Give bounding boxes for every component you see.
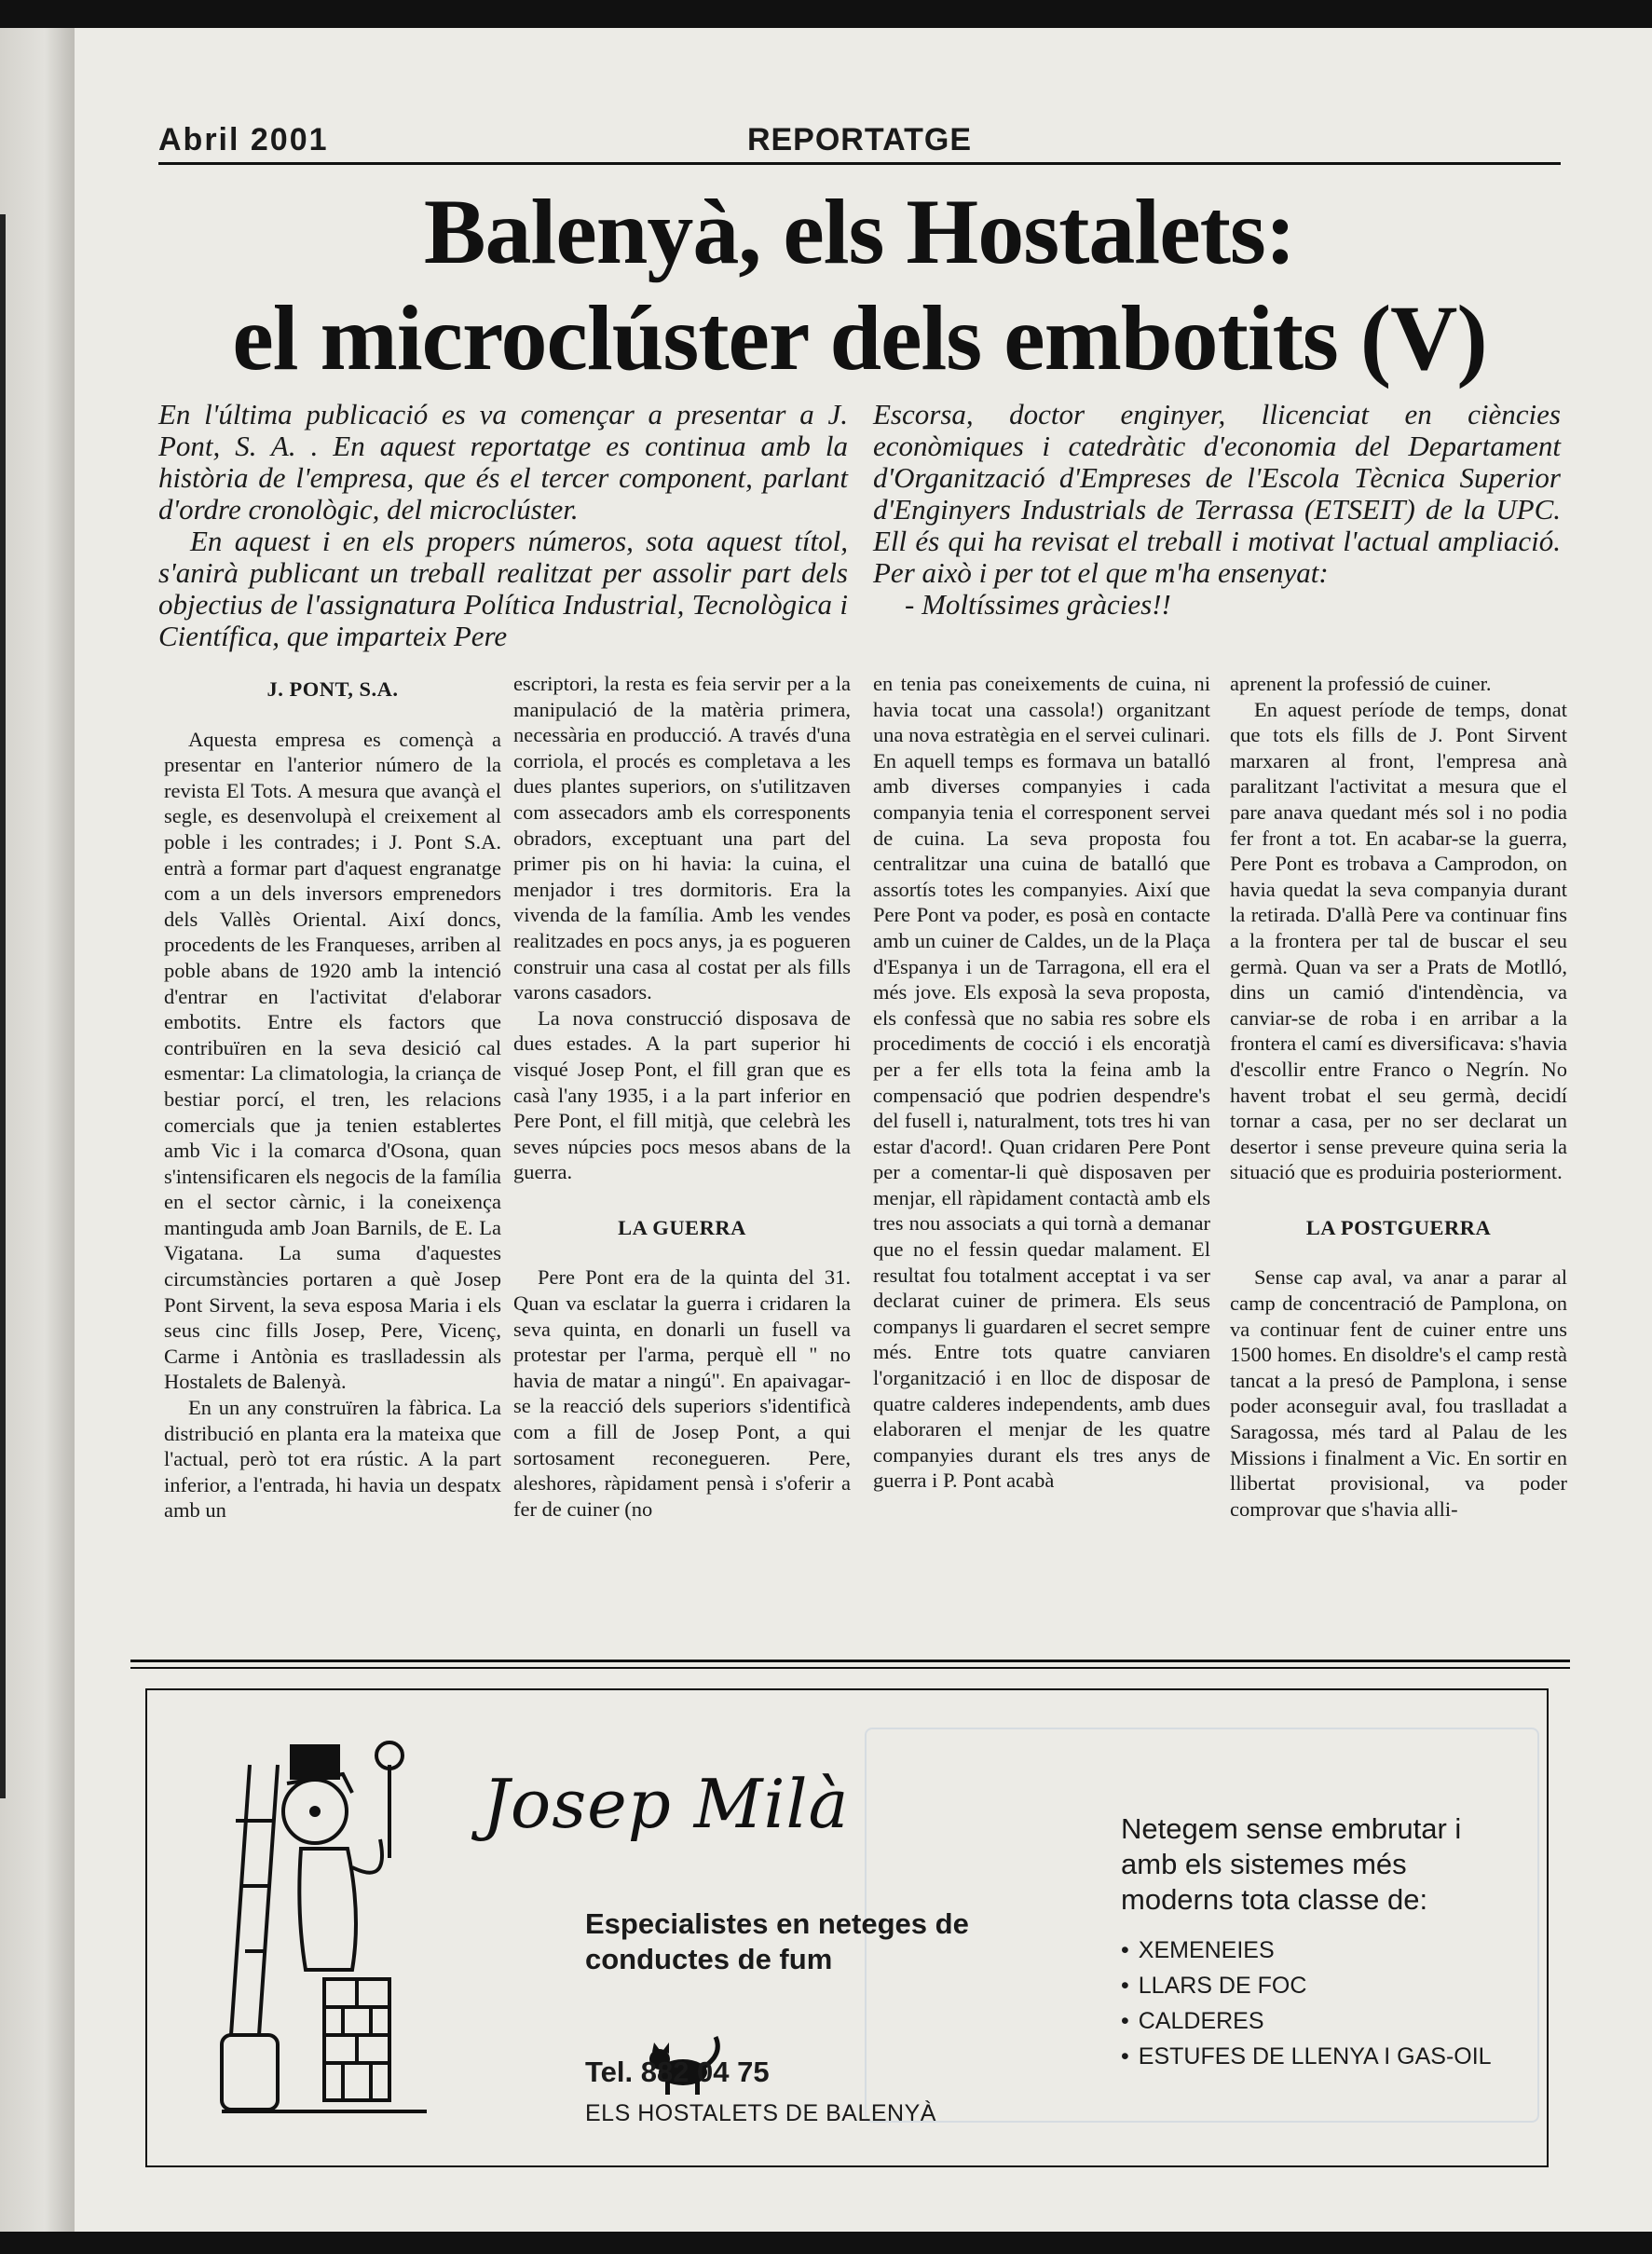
running-header (158, 121, 1561, 165)
body-paragraph: aprenent la professió de cuiner. (1230, 672, 1492, 695)
body-paragraph: escriptori, la resta es feia servir per a la manipulació de la matèria primera, necessària en producció. A través d'una corriola, el procés es completava a les dues plantes superiors, on s'utilitzaven com assecadors amb els corresponents obradors, exceptuant una part del primer pis on hi havia: la cuina, el menjador i tres dormitoris. Era la vivenda de la família. Amb les vendes realitzades en pocs anys, ja es pogueren construir una casa al costat per als fills varons casadors. (513, 672, 851, 1004)
body-paragraph: en tenia pas coneixements de cuina, ni havia tocat una cassola!) organitzant una nova estratègia en el servei culinari. En aquell temps es formava un batalló amb diverses companyies i cada companyia tenia el corresponent servei de cuina. La seva proposta fou centralitzar una cuina de batalló que assortís totes les companyies. Així que Pere Pont va poder, es posà en contacte amb un cuiner de Caldes, un de la Plaça d'Espanya i un de Tarragona, ell era el més jove. Els exposà la seva proposta, els confessà que no sabia res sobre els procediments de cocció i els encoratjà per a fer ells tota la feina amb la compensació que podrien despendre's del fusell i, naturalment, tots tres hi van estar d'acord!. Quan cridaren Pere Pont per a comentar-li què disposaven per menjar, ell ràpidament contactà amb els tres nou associats a qui tornà a demanar que no el fessin quedar malament. El resultat fou totalment acceptat i va ser declarat cuiner de primera. Els seus companys li guardaren el secret sempre més. Entre tots quatre canviaren l'organització i en lloc de disposar de quatre calderes independents, amb dues elaboraren el menjar de les quatre companyies durant els tres anys de guerra i P. Pont acabà (873, 672, 1210, 1493)
article-column-1 (164, 671, 501, 1523)
section-heading-guerra: LA GUERRA (618, 1215, 746, 1239)
chimney-sweep-illustration (212, 1728, 436, 2119)
section-heading-jpont: J. PONT, S.A. (266, 677, 399, 701)
body-paragraph: Aquesta empresa es començà a presentar en l'anterior número de la revista El Tots. A mesura que avançà el segle, es desenvolupà el creixement al poble i les contrades; i J. Pont S.A. entrà a formar part d'aquest engranatge com a un dels inversors emprenedors dels Vallès Oriental. Així doncs, procedents de les Franqueses, arriben al poble abans de 1920 amb la intenció d'entrar en l'activitat d'elaborar embotits. Entre els factors que contribuïren en la seva desició cal esmentar: La climatologia, la criança de bestiar porcí, el tren, les relacions comercials que ja tenien establertes amb Vic i la comarca d'Osona, quan s'intensificaren els negocis de la família en el sector càrnic, i la coneixença mantinguda amb Joan Barnils, de E. La Vigatana. La suma d'aquestes circumstàncies portaren a què Josep Pont Sirvent, la seva esposa Maria i els seus cinc fills Josep, Pere, Vicenç, Carme i Antònia es traslladessin als Hostalets de Balenyà. (164, 727, 501, 1394)
title-line-2: el microclúster dels embotits (V) (232, 286, 1487, 389)
body-paragraph: La nova construcció disposava de dues estades. A la part superior hi visqué Josep Pont, el fill gran que es casà l'any 1935, i a la part inferior en Pere Pont, el fill mitjà, que celebrà les seves núpcies pocs mesos abans de la guerra. (513, 1005, 851, 1184)
article-title (158, 179, 1561, 391)
body-paragraph: Sense cap aval, va anar a parar al camp de concentració de Pamplona, on va continuar fent de cuiner entre uns 1500 homes. En disoldre's el camp restà tancat a la presó de Pamplona, i sense poder aconseguir aval, fou traslladat a Saragossa, més tard al Palau de les Missions i finalment a Vic. En sortir en llibertat provisional, va poder comprovar que s'havia alli- (1230, 1265, 1567, 1521)
ad-phone: Tel. 882 04 75 (585, 2056, 770, 2088)
ad-services-intro: Netegem sense embrutar i amb els sistemes més moderns tota classe de: (1121, 1812, 1462, 1916)
intro-paragraph: Escorsa, doctor enginyer, llicenciat en ciències econòmiques i catedràtic d'economia del Departament d'Organització d'Empreses de l'Escola Tècnica Superior d'Enginyers Industrials de Terrassa (ETSEIT) de la UPC. Ell és qui ha revisat el treball i motivat l'actual ampliació. Per això i per tot el que m'ha ensenyat: (873, 398, 1561, 589)
intro-thanks: - Moltíssimes gràcies!! (905, 588, 1171, 621)
intro-left (158, 399, 848, 652)
ad-services-block (1121, 1811, 1522, 2074)
intro-paragraph: En l'última publicació es va començar a presentar a J. Pont, S. A. . En aquest reportatge es continua amb la història de l'empresa, que és el tercer component, parlant d'ordre cronològic, del microclúster. (158, 398, 848, 526)
divider-rule (130, 1660, 1570, 1662)
body-paragraph: Pere Pont era de la quinta del 31. Quan va esclatar la guerra i cridaren la seva quinta, en donarli un fusell va protestar per l'arma, perquè ell " no havia de matar a ningú". En apaivagar-se la reacció dels superiors s'identificà com a fill de Josep Pont, a qui sortosament reconegueren. Pere, aleshores, ràpidament pensà i s'oferir a fer de cuiner (no (513, 1265, 851, 1521)
section-label: REPORTATGE (746, 122, 973, 157)
service-item: • ESTUFES DE LLENYA I GAS-OIL (1121, 2039, 1522, 2074)
article-column-2 (513, 671, 851, 1522)
intro-right (873, 399, 1561, 621)
service-item: • CALDERES (1121, 2003, 1522, 2039)
article-column-4 (1230, 671, 1567, 1522)
gutter-rule (0, 214, 6, 1798)
advertisement (145, 1688, 1549, 2167)
section-heading-postguerra: LA POSTGUERRA (1305, 1215, 1492, 1239)
intro-paragraph: En aquest i en els propers números, sota aquest títol, s'anirà publicant un treball realitzat per assolir part dels objectius de l'assignatura Política Industrial, Tecnològica i Científica, que imparteix Pere (158, 525, 848, 652)
page-gutter (0, 28, 75, 2232)
body-paragraph: En un any construïren la fàbrica. La distribució en planta era la mateixa que l'actual, però tot era rústic. A la part inferior, a l'entrada, hi havia un despatx amb un (164, 1396, 501, 1523)
services-list (1121, 1933, 1522, 2074)
body-paragraph: En aquest període de temps, donat que tots els fills de J. Pont Sirvent marxaren al front, l'empresa anà paralitzant l'activitat a mesura que el pare anava quedant més sol i no podia fer front a tot. En acabar-se la guerra, Pere Pont es trobava a Camprodon, on havia quedat la seva companyia durant la retirada. D'allà Pere va continuar fins a la frontera per tal de buscar el seu germà. Quan va ser a Prats de Motlló, dins un camió d'intendència, va canviar-se de roba i en arribar a la frontera el camí es diversificava: s'havia d'escollir entre Franco o Negrín. No havent trobat el seu germà, decidí tornar a casa, per no ser declarat un desertor i sense preveure quina seria la situació que es produiria posteriorment. (1230, 697, 1568, 1184)
issue-date: Abril 2001 (158, 122, 329, 157)
service-item: • LLARS DE FOC (1121, 1968, 1522, 2003)
service-item: • XEMENEIES (1121, 1933, 1522, 1968)
article-column-3 (873, 671, 1210, 1494)
divider-rule (130, 1667, 1570, 1669)
ad-town: ELS HOSTALETS DE BALENYÀ (585, 2100, 936, 2126)
ad-tagline: Especialistes en neteges de conductes de fum (585, 1907, 969, 1975)
brand-logo: Josep Milà (483, 1765, 850, 1843)
title-line-1: Balenyà, els Hostalets: (423, 180, 1296, 283)
